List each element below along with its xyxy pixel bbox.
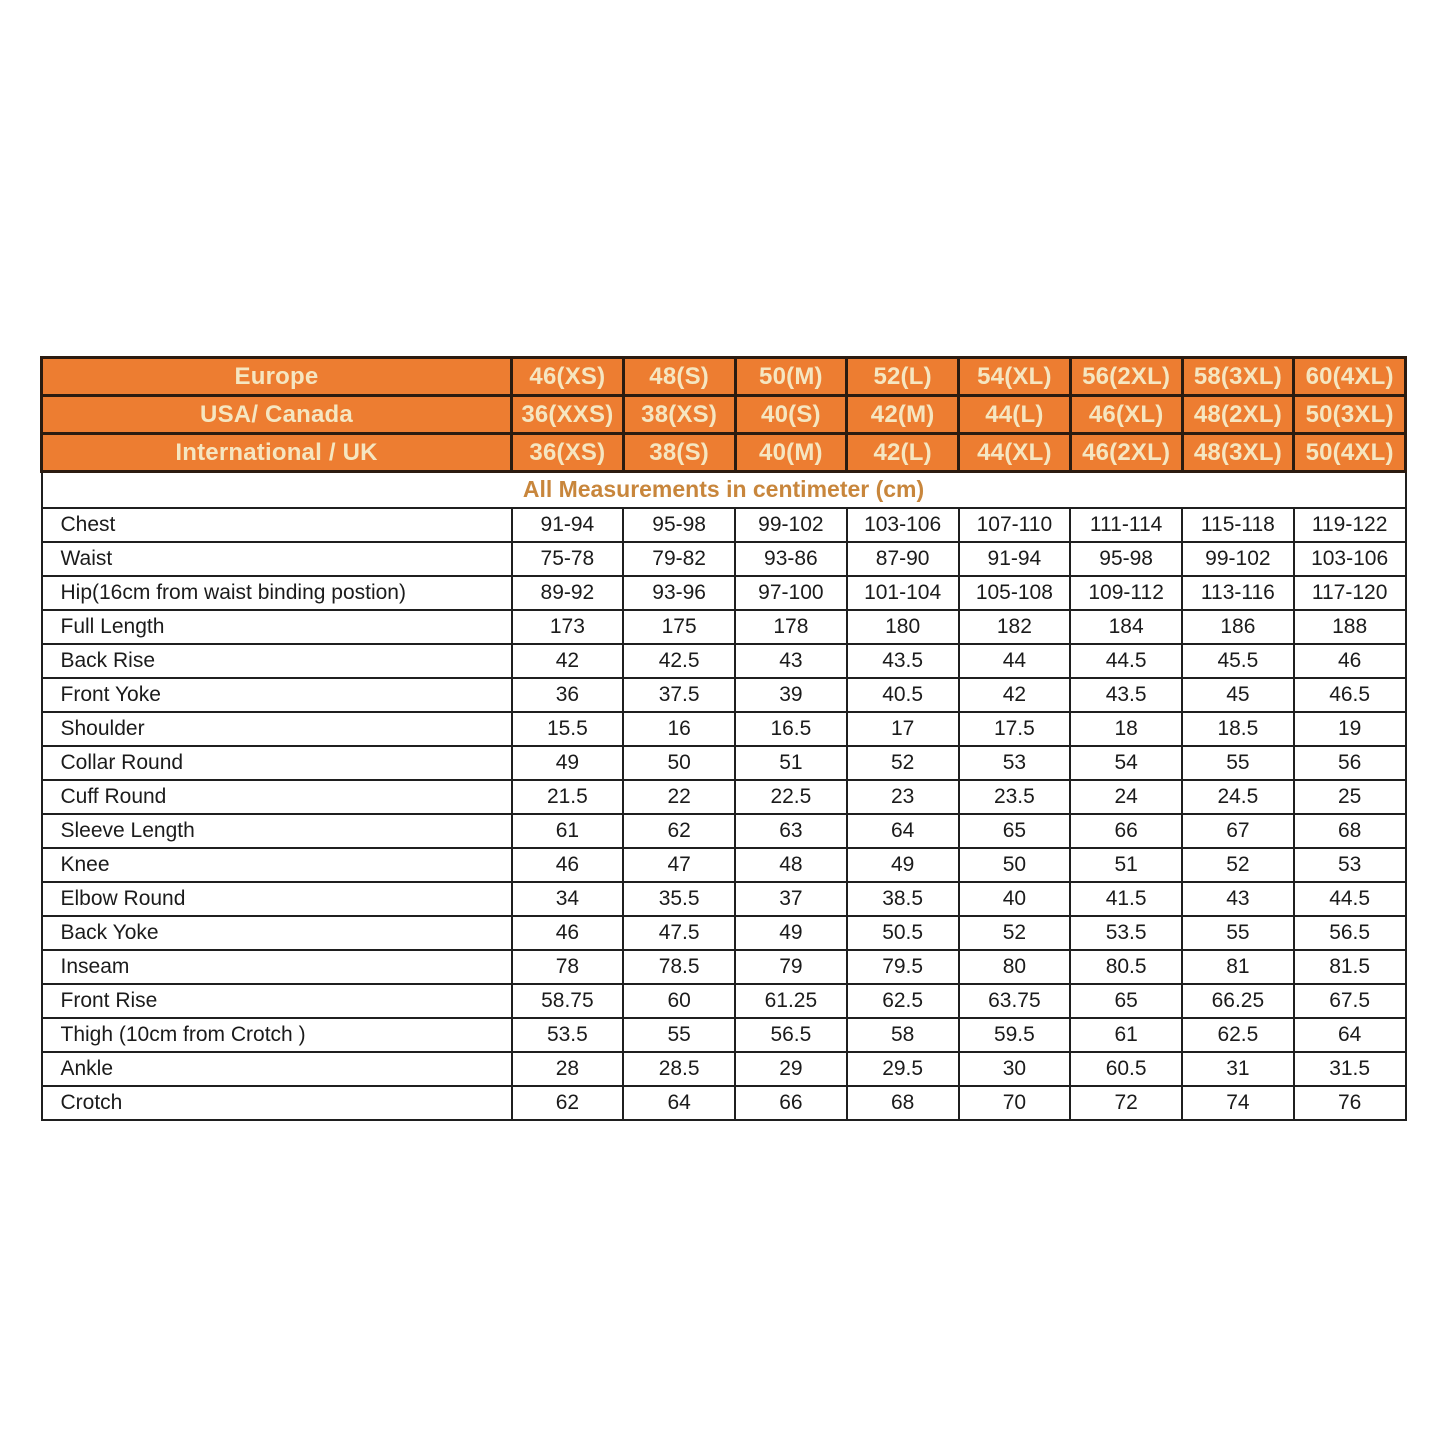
measurement-value-cell: 67.5 xyxy=(1294,984,1406,1018)
measurement-value-cell: 31 xyxy=(1182,1052,1294,1086)
measurement-value-cell: 49 xyxy=(512,746,624,780)
measurement-value-cell: 16.5 xyxy=(735,712,847,746)
measurement-value-cell: 36 xyxy=(512,678,624,712)
measurement-value-cell: 76 xyxy=(1294,1086,1406,1120)
measurement-row xyxy=(42,882,1406,916)
measurement-value-cell: 56.5 xyxy=(735,1018,847,1052)
measurement-value-cell: 67 xyxy=(1182,814,1294,848)
measurement-value-cell: 188 xyxy=(1294,610,1406,644)
measurement-label-cell: Full Length xyxy=(42,610,512,644)
measurement-value-cell: 93-86 xyxy=(735,542,847,576)
measurement-value-cell: 59.5 xyxy=(959,1018,1071,1052)
measurement-value-cell: 25 xyxy=(1294,780,1406,814)
measurement-value-cell: 119-122 xyxy=(1294,508,1406,542)
size-header-cell: 52(L) xyxy=(847,358,959,396)
measurement-value-cell: 55 xyxy=(1182,746,1294,780)
measurement-row xyxy=(42,746,1406,780)
measurement-value-cell: 182 xyxy=(959,610,1071,644)
measurement-value-cell: 42 xyxy=(512,644,624,678)
measurement-label-cell: Front Rise xyxy=(42,984,512,1018)
measurement-row xyxy=(42,576,1406,610)
measurement-value-cell: 65 xyxy=(959,814,1071,848)
measurement-value-cell: 60.5 xyxy=(1070,1052,1182,1086)
measurement-value-cell: 91-94 xyxy=(959,542,1071,576)
measurement-value-cell: 42 xyxy=(959,678,1071,712)
measurement-value-cell: 56.5 xyxy=(1294,916,1406,950)
measurement-value-cell: 43.5 xyxy=(1070,678,1182,712)
measurement-value-cell: 95-98 xyxy=(623,508,735,542)
measurement-value-cell: 24.5 xyxy=(1182,780,1294,814)
measurement-value-cell: 31.5 xyxy=(1294,1052,1406,1086)
measurement-value-cell: 99-102 xyxy=(1182,542,1294,576)
measurement-value-cell: 45.5 xyxy=(1182,644,1294,678)
measurement-value-cell: 46 xyxy=(1294,644,1406,678)
measurement-row xyxy=(42,610,1406,644)
measurement-row xyxy=(42,984,1406,1018)
measurement-value-cell: 50 xyxy=(623,746,735,780)
measurement-value-cell: 68 xyxy=(847,1086,959,1120)
measurement-value-cell: 53.5 xyxy=(1070,916,1182,950)
measurement-label-cell: Thigh (10cm from Crotch ) xyxy=(42,1018,512,1052)
measurement-value-cell: 23 xyxy=(847,780,959,814)
measurement-value-cell: 39 xyxy=(735,678,847,712)
measurement-value-cell: 34 xyxy=(512,882,624,916)
measurement-value-cell: 80 xyxy=(959,950,1071,984)
measurement-value-cell: 51 xyxy=(1070,848,1182,882)
measurement-value-cell: 66 xyxy=(735,1086,847,1120)
measurement-value-cell: 17.5 xyxy=(959,712,1071,746)
measurement-value-cell: 65 xyxy=(1070,984,1182,1018)
size-header-cell: 36(XXS) xyxy=(512,396,624,434)
measurement-value-cell: 30 xyxy=(959,1052,1071,1086)
measurement-value-cell: 64 xyxy=(847,814,959,848)
measurement-value-cell: 64 xyxy=(623,1086,735,1120)
measurement-value-cell: 52 xyxy=(959,916,1071,950)
measurement-label-cell: Collar Round xyxy=(42,746,512,780)
measurement-label-cell: Crotch xyxy=(42,1086,512,1120)
measurement-value-cell: 21.5 xyxy=(512,780,624,814)
measurement-label-cell: Knee xyxy=(42,848,512,882)
measurement-value-cell: 43 xyxy=(1182,882,1294,916)
measurement-value-cell: 46.5 xyxy=(1294,678,1406,712)
measurement-value-cell: 44.5 xyxy=(1294,882,1406,916)
measurement-row xyxy=(42,678,1406,712)
measurement-value-cell: 175 xyxy=(623,610,735,644)
measurement-value-cell: 46 xyxy=(512,916,624,950)
measurement-row xyxy=(42,1086,1406,1120)
measurement-label-cell: Back Rise xyxy=(42,644,512,678)
measurement-value-cell: 66.25 xyxy=(1182,984,1294,1018)
measurement-value-cell: 111-114 xyxy=(1070,508,1182,542)
measurement-value-cell: 61.25 xyxy=(735,984,847,1018)
measurement-value-cell: 37.5 xyxy=(623,678,735,712)
measurement-value-cell: 63 xyxy=(735,814,847,848)
measurement-value-cell: 42.5 xyxy=(623,644,735,678)
measurement-value-cell: 115-118 xyxy=(1182,508,1294,542)
size-header-cell: 38(XS) xyxy=(623,396,735,434)
size-header-cell: 42(M) xyxy=(847,396,959,434)
size-header-cell: 50(4XL) xyxy=(1294,434,1406,472)
measurement-value-cell: 46 xyxy=(512,848,624,882)
measurement-value-cell: 109-112 xyxy=(1070,576,1182,610)
measurement-row xyxy=(42,916,1406,950)
measurement-value-cell: 63.75 xyxy=(959,984,1071,1018)
size-header-cell: 40(M) xyxy=(735,434,847,472)
measurement-value-cell: 62.5 xyxy=(847,984,959,1018)
measurement-value-cell: 184 xyxy=(1070,610,1182,644)
measurement-value-cell: 113-116 xyxy=(1182,576,1294,610)
measurement-value-cell: 80.5 xyxy=(1070,950,1182,984)
size-header-cell: 48(3XL) xyxy=(1182,434,1294,472)
measurement-value-cell: 41.5 xyxy=(1070,882,1182,916)
size-header-cell: 46(2XL) xyxy=(1070,434,1182,472)
measurement-value-cell: 58.75 xyxy=(512,984,624,1018)
measurement-value-cell: 68 xyxy=(1294,814,1406,848)
measurement-value-cell: 70 xyxy=(959,1086,1071,1120)
measurement-row xyxy=(42,814,1406,848)
measurement-value-cell: 44.5 xyxy=(1070,644,1182,678)
measurement-value-cell: 16 xyxy=(623,712,735,746)
measurement-row xyxy=(42,780,1406,814)
measurement-value-cell: 54 xyxy=(1070,746,1182,780)
measurement-value-cell: 17 xyxy=(847,712,959,746)
measurement-label-cell: Front Yoke xyxy=(42,678,512,712)
measurement-value-cell: 35.5 xyxy=(623,882,735,916)
measurement-value-cell: 78.5 xyxy=(623,950,735,984)
size-header-cell: 44(L) xyxy=(959,396,1071,434)
measurement-value-cell: 18 xyxy=(1070,712,1182,746)
measurement-row xyxy=(42,1052,1406,1086)
measurement-value-cell: 51 xyxy=(735,746,847,780)
measurement-value-cell: 103-106 xyxy=(1294,542,1406,576)
measurement-value-cell: 52 xyxy=(847,746,959,780)
measurement-value-cell: 52 xyxy=(1182,848,1294,882)
measurement-value-cell: 103-106 xyxy=(847,508,959,542)
measurement-value-cell: 81.5 xyxy=(1294,950,1406,984)
size-header-cell: 50(3XL) xyxy=(1294,396,1406,434)
measurement-row xyxy=(42,848,1406,882)
measurement-value-cell: 97-100 xyxy=(735,576,847,610)
measurement-value-cell: 29.5 xyxy=(847,1052,959,1086)
region-label-cell: International / UK xyxy=(42,434,512,472)
size-header-cell: 38(S) xyxy=(623,434,735,472)
measurement-value-cell: 28.5 xyxy=(623,1052,735,1086)
size-header-cell: 44(XL) xyxy=(959,434,1071,472)
measurement-value-cell: 62 xyxy=(512,1086,624,1120)
measurement-row xyxy=(42,508,1406,542)
measurement-value-cell: 101-104 xyxy=(847,576,959,610)
size-header-cell: 46(XL) xyxy=(1070,396,1182,434)
region-label-cell: Europe xyxy=(42,358,512,396)
measurement-value-cell: 89-92 xyxy=(512,576,624,610)
measurement-value-cell: 53 xyxy=(959,746,1071,780)
measurement-label-cell: Back Yoke xyxy=(42,916,512,950)
measurement-value-cell: 23.5 xyxy=(959,780,1071,814)
measurement-value-cell: 37 xyxy=(735,882,847,916)
measurement-value-cell: 29 xyxy=(735,1052,847,1086)
size-header-cell: 58(3XL) xyxy=(1182,358,1294,396)
measurement-value-cell: 45 xyxy=(1182,678,1294,712)
measurement-value-cell: 93-96 xyxy=(623,576,735,610)
size-header-cell: 42(L) xyxy=(847,434,959,472)
header-row xyxy=(42,396,1406,434)
size-header-cell: 40(S) xyxy=(735,396,847,434)
measurement-value-cell: 18.5 xyxy=(1182,712,1294,746)
measurement-value-cell: 62.5 xyxy=(1182,1018,1294,1052)
measurement-value-cell: 28 xyxy=(512,1052,624,1086)
measurement-value-cell: 47 xyxy=(623,848,735,882)
measurement-row xyxy=(42,542,1406,576)
measurement-label-cell: Waist xyxy=(42,542,512,576)
size-header-cell: 50(M) xyxy=(735,358,847,396)
measurement-value-cell: 79.5 xyxy=(847,950,959,984)
measurement-value-cell: 173 xyxy=(512,610,624,644)
measurement-label-cell: Elbow Round xyxy=(42,882,512,916)
measurement-value-cell: 61 xyxy=(512,814,624,848)
measurement-value-cell: 49 xyxy=(735,916,847,950)
subtitle-row xyxy=(42,472,1406,508)
size-header-cell: 48(S) xyxy=(623,358,735,396)
measurement-value-cell: 95-98 xyxy=(1070,542,1182,576)
size-header-cell: 48(2XL) xyxy=(1182,396,1294,434)
measurement-value-cell: 91-94 xyxy=(512,508,624,542)
measurement-value-cell: 43 xyxy=(735,644,847,678)
size-chart-body xyxy=(42,472,1406,1120)
measurement-value-cell: 66 xyxy=(1070,814,1182,848)
measurement-row xyxy=(42,712,1406,746)
measurement-value-cell: 22 xyxy=(623,780,735,814)
measurement-value-cell: 105-108 xyxy=(959,576,1071,610)
measurement-value-cell: 79 xyxy=(735,950,847,984)
measurement-value-cell: 99-102 xyxy=(735,508,847,542)
measurement-value-cell: 22.5 xyxy=(735,780,847,814)
measurement-label-cell: Inseam xyxy=(42,950,512,984)
measurement-row xyxy=(42,644,1406,678)
measurement-value-cell: 43.5 xyxy=(847,644,959,678)
size-header-cell: 36(XS) xyxy=(512,434,624,472)
measurement-value-cell: 15.5 xyxy=(512,712,624,746)
measurement-value-cell: 72 xyxy=(1070,1086,1182,1120)
measurement-value-cell: 87-90 xyxy=(847,542,959,576)
measurement-value-cell: 58 xyxy=(847,1018,959,1052)
measurement-label-cell: Cuff Round xyxy=(42,780,512,814)
measurement-value-cell: 38.5 xyxy=(847,882,959,916)
size-chart-header xyxy=(42,358,1406,472)
measurement-label-cell: Sleeve Length xyxy=(42,814,512,848)
measurement-value-cell: 49 xyxy=(847,848,959,882)
measurement-value-cell: 79-82 xyxy=(623,542,735,576)
region-label-cell: USA/ Canada xyxy=(42,396,512,434)
measurement-value-cell: 40 xyxy=(959,882,1071,916)
measurement-value-cell: 40.5 xyxy=(847,678,959,712)
measurement-value-cell: 62 xyxy=(623,814,735,848)
measurement-row xyxy=(42,1018,1406,1052)
measurement-value-cell: 107-110 xyxy=(959,508,1071,542)
measurement-value-cell: 178 xyxy=(735,610,847,644)
measurement-value-cell: 81 xyxy=(1182,950,1294,984)
measurement-row xyxy=(42,950,1406,984)
measurement-value-cell: 44 xyxy=(959,644,1071,678)
measurement-value-cell: 47.5 xyxy=(623,916,735,950)
measurement-value-cell: 55 xyxy=(1182,916,1294,950)
measurement-value-cell: 117-120 xyxy=(1294,576,1406,610)
measurement-label-cell: Ankle xyxy=(42,1052,512,1086)
measurement-value-cell: 74 xyxy=(1182,1086,1294,1120)
header-row xyxy=(42,358,1406,396)
subtitle-cell: All Measurements in centimeter (cm) xyxy=(42,472,1406,508)
header-row xyxy=(42,434,1406,472)
size-header-cell: 60(4XL) xyxy=(1294,358,1406,396)
measurement-value-cell: 53 xyxy=(1294,848,1406,882)
size-header-cell: 56(2XL) xyxy=(1070,358,1182,396)
measurement-value-cell: 55 xyxy=(623,1018,735,1052)
measurement-label-cell: Shoulder xyxy=(42,712,512,746)
measurement-value-cell: 60 xyxy=(623,984,735,1018)
measurement-value-cell: 53.5 xyxy=(512,1018,624,1052)
measurement-label-cell: Chest xyxy=(42,508,512,542)
measurement-value-cell: 50.5 xyxy=(847,916,959,950)
measurement-value-cell: 56 xyxy=(1294,746,1406,780)
measurement-value-cell: 78 xyxy=(512,950,624,984)
measurement-value-cell: 61 xyxy=(1070,1018,1182,1052)
size-chart-table xyxy=(40,356,1407,1121)
measurement-value-cell: 24 xyxy=(1070,780,1182,814)
measurement-label-cell: Hip(16cm from waist binding postion) xyxy=(42,576,512,610)
measurement-value-cell: 186 xyxy=(1182,610,1294,644)
measurement-value-cell: 50 xyxy=(959,848,1071,882)
measurement-value-cell: 64 xyxy=(1294,1018,1406,1052)
measurement-value-cell: 48 xyxy=(735,848,847,882)
size-header-cell: 54(XL) xyxy=(959,358,1071,396)
measurement-value-cell: 180 xyxy=(847,610,959,644)
size-header-cell: 46(XS) xyxy=(512,358,624,396)
measurement-value-cell: 75-78 xyxy=(512,542,624,576)
measurement-value-cell: 19 xyxy=(1294,712,1406,746)
